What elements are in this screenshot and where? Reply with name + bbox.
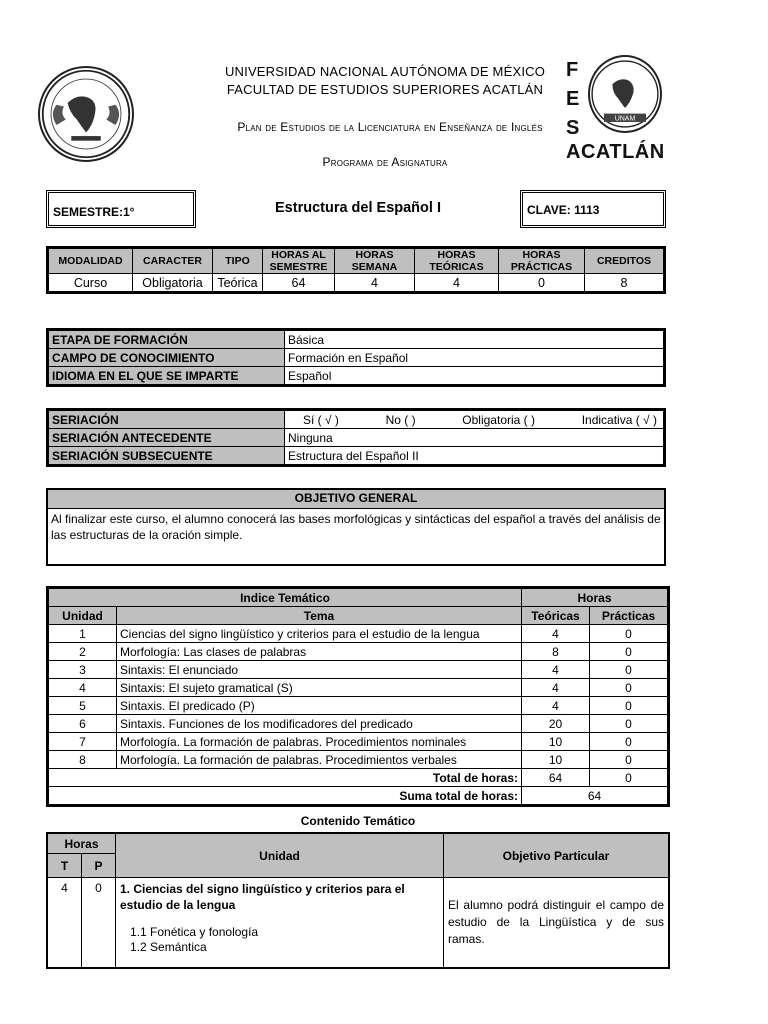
formation-table bbox=[46, 328, 666, 387]
ct-objective: El alumno podrá distinguir el campo de estudio de la Lingüística y de sus ramas. bbox=[444, 878, 669, 968]
value-creditos: 8 bbox=[585, 274, 664, 292]
sum-label: Suma total de horas: bbox=[49, 787, 522, 805]
total-teoricas: 64 bbox=[522, 769, 590, 787]
value-subsecuente: Estructura del Español II bbox=[285, 447, 664, 465]
label-campo: CAMPO DE CONOCIMIENTO bbox=[49, 349, 285, 367]
content-table bbox=[46, 832, 670, 969]
objective-text: Al finalizar este curso, el alumno conocerá las bases morfológicas y sintácticas del español a través del análisis de las estructuras de la oración simple. bbox=[51, 512, 661, 542]
unam-seal-right bbox=[588, 55, 662, 133]
value-caracter: Obligatoria bbox=[133, 274, 213, 292]
value-etapa: Básica bbox=[285, 331, 664, 349]
seriation-table bbox=[46, 408, 666, 467]
label-seriacion: SERIACIÓN bbox=[49, 411, 285, 429]
clave-label: CLAVE: 1113 bbox=[527, 203, 600, 217]
value-modalidad: Curso bbox=[49, 274, 133, 292]
header-horas-teoricas: HORAS TEÓRICAS bbox=[415, 249, 499, 274]
table-row: 6 Sintaxis. Funciones de los modificadores del predicado 20 0 bbox=[49, 715, 668, 733]
ct-t: T bbox=[48, 854, 82, 878]
table-row: 2 Morfología: Las clases de palabras 8 0 bbox=[49, 643, 668, 661]
table-row: 1 Ciencias del signo lingüístico y criterios para el estudio de la lengua 4 0 bbox=[49, 625, 668, 643]
header-horas-semana: HORAS SEMANA bbox=[335, 249, 415, 274]
unam-seal-left bbox=[38, 66, 134, 162]
total-practicas: 0 bbox=[590, 769, 668, 787]
sum-value: 64 bbox=[522, 787, 668, 805]
col-teoricas: Teóricas bbox=[522, 607, 590, 625]
ct-row-t: 4 bbox=[48, 878, 82, 968]
value-horas-semana: 4 bbox=[335, 274, 415, 292]
value-antecedente: Ninguna bbox=[285, 429, 664, 447]
ct-p: P bbox=[82, 854, 116, 878]
table-row: 7 Morfología. La formación de palabras. Procedimientos nominales 10 0 bbox=[49, 733, 668, 751]
header-caracter: CARACTER bbox=[133, 249, 213, 274]
value-horas-teoricas: 4 bbox=[415, 274, 499, 292]
col-tema: Tema bbox=[117, 607, 522, 625]
header-modalidad: MODALIDAD bbox=[49, 249, 133, 274]
table-row: 4 Sintaxis: El sujeto gramatical (S) 4 0 bbox=[49, 679, 668, 697]
clave-box bbox=[520, 190, 666, 228]
index-table bbox=[46, 586, 670, 807]
value-horas-practicas: 0 bbox=[499, 274, 585, 292]
ct-hours: Horas bbox=[48, 834, 116, 854]
table-row: 3 Sintaxis: El enunciado 4 0 bbox=[49, 661, 668, 679]
semester-label: SEMESTRE:1° bbox=[53, 205, 135, 219]
modality-table bbox=[46, 246, 666, 294]
ct-row-p: 0 bbox=[82, 878, 116, 968]
header-tipo: TIPO bbox=[213, 249, 263, 274]
label-subsecuente: SERIACIÓN SUBSECUENTE bbox=[49, 447, 285, 465]
seriacion-si: Sí ( √ ) bbox=[303, 412, 339, 427]
label-etapa: ETAPA DE FORMACIÓN bbox=[49, 331, 285, 349]
value-idioma: Español bbox=[285, 367, 664, 385]
objective-title: OBJETIVO GENERAL bbox=[48, 490, 664, 509]
seriacion-indicativa: Indicativa ( √ ) bbox=[581, 412, 657, 427]
header-horas-practicas: HORAS PRÁCTICAS bbox=[499, 249, 585, 274]
program-label: Programa de Asignatura bbox=[322, 155, 448, 169]
index-title: Indice Temático bbox=[49, 589, 522, 607]
course-title: Estructura del Español I bbox=[275, 200, 441, 216]
table-row: 8 Morfología. La formación de palabras. Procedimientos verbales 10 0 bbox=[49, 751, 668, 769]
semester-box bbox=[46, 190, 196, 228]
header-creditos: CREDITOS bbox=[585, 249, 664, 274]
header-horas-semestre: HORAS AL SEMESTRE bbox=[263, 249, 335, 274]
ct-objetivo: Objetivo Particular bbox=[444, 834, 669, 878]
acatlan-logo-text: ACATLÁN bbox=[566, 141, 665, 163]
table-row: 5 Sintaxis. El predicado (P) 4 0 bbox=[49, 697, 668, 715]
seriacion-no: No ( ) bbox=[385, 412, 416, 427]
label-antecedente: SERIACIÓN ANTECEDENTE bbox=[49, 429, 285, 447]
seriacion-obligatoria: Obligatoria ( ) bbox=[462, 412, 535, 427]
fes-logo-letters: F E S bbox=[566, 59, 580, 139]
value-campo: Formación en Español bbox=[285, 349, 664, 367]
ct-sub2: 1.2 Semántica bbox=[130, 940, 207, 954]
ct-unit-title: 1. Ciencias del signo lingüístico y criterios para el estudio de la lengua bbox=[120, 882, 405, 912]
ct-sub1: 1.1 Fonética y fonología bbox=[130, 925, 259, 939]
col-practicas: Prácticas bbox=[590, 607, 668, 625]
content-title: Contenido Temático bbox=[300, 814, 416, 828]
study-plan: Plan de Estudios de la Licenciatura en Enseñanza de Inglés bbox=[237, 120, 543, 134]
value-horas-semestre: 64 bbox=[263, 274, 335, 292]
total-label: Total de horas: bbox=[49, 769, 522, 787]
label-idioma: IDIOMA EN EL QUE SE IMPARTE bbox=[49, 367, 285, 385]
university-name: UNIVERSIDAD NACIONAL AUTÓNOMA DE MÉXICO bbox=[224, 64, 546, 79]
value-tipo: Teórica bbox=[213, 274, 263, 292]
index-hours-title: Horas bbox=[522, 589, 668, 607]
objective-box bbox=[46, 488, 666, 566]
col-unidad: Unidad bbox=[49, 607, 117, 625]
faculty-name: FACULTAD DE ESTUDIOS SUPERIORES ACATLÁN bbox=[226, 82, 544, 97]
ct-unidad: Unidad bbox=[116, 834, 444, 878]
unam-text: UNAM bbox=[614, 115, 636, 123]
